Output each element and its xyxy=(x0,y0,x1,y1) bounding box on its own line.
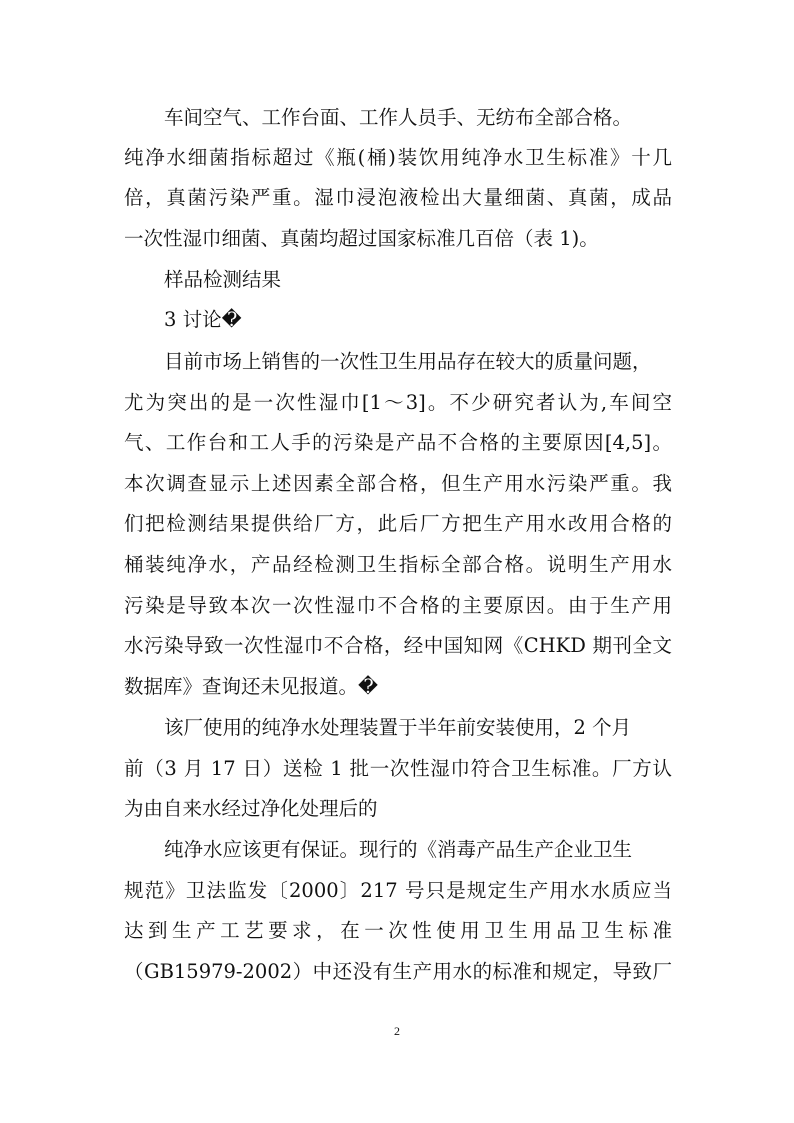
section-heading: 3 讨论� xyxy=(164,308,242,331)
text-line: 为由自来水经过净化处理后的 xyxy=(124,797,378,820)
text-line: 水污染导致一次性湿巾不合格，经中国知网《CHKD 期刊全文 xyxy=(124,634,672,657)
page-number: 2 xyxy=(394,1024,400,1038)
text-line: （GB15979-2002）中还没有生产用水的标准和规定，导致厂 xyxy=(124,960,672,983)
text-line: 前（3 月 17 日）送检 1 批一次性湿巾符合卫生标准。厂方认 xyxy=(124,757,672,780)
text-line: 尤为突出的是一次性湿巾[1～3]。不少研究者认为,车间空 xyxy=(124,391,672,414)
text-line: 们把检测结果提供给厂方，此后厂方把生产用水改用合格的 xyxy=(124,512,672,535)
text-line: 目前市场上销售的一次性卫生用品存在较大的质量问题， xyxy=(164,350,652,373)
text-line: 纯净水细菌指标超过《瓶(桶)装饮用纯净水卫生标准》十几 xyxy=(124,146,672,169)
text-line: 样品检测结果 xyxy=(164,268,282,291)
text-line: 规范》卫法监发〔2000〕217 号只是规定生产用水水质应当 xyxy=(124,879,672,902)
text-line: 达到生产工艺要求，在一次性使用卫生用品卫生标准 xyxy=(124,919,672,942)
text-line: 纯净水应该更有保证。现行的《消毒产品生产企业卫生 xyxy=(164,838,633,861)
text-line: 污染是导致本次一次性湿巾不合格的主要原因。由于生产用 xyxy=(124,594,672,617)
text-line: 气、工作台和工人手的污染是产品不合格的主要原因[4,5]。 xyxy=(124,431,672,454)
text-line: 数据库》查询还未见报道。� xyxy=(124,675,378,698)
text-line: 该厂使用的纯净水处理装置于半年前安装使用，2 个月 xyxy=(164,716,632,739)
text-line: 本次调查显示上述因素全部合格，但生产用水污染严重。我 xyxy=(124,472,672,495)
text-line: 倍，真菌污染严重。湿巾浸泡液检出大量细菌、真菌，成品 xyxy=(124,186,672,209)
text-line: 一次性湿巾细菌、真菌均超过国家标准几百倍（表 1)。 xyxy=(124,227,599,250)
text-line: 桶装纯净水，产品经检测卫生指标全部合格。说明生产用水 xyxy=(124,553,672,576)
text-line: 车间空气、工作台面、工作人员手、无纺布全部合格。 xyxy=(164,106,633,129)
